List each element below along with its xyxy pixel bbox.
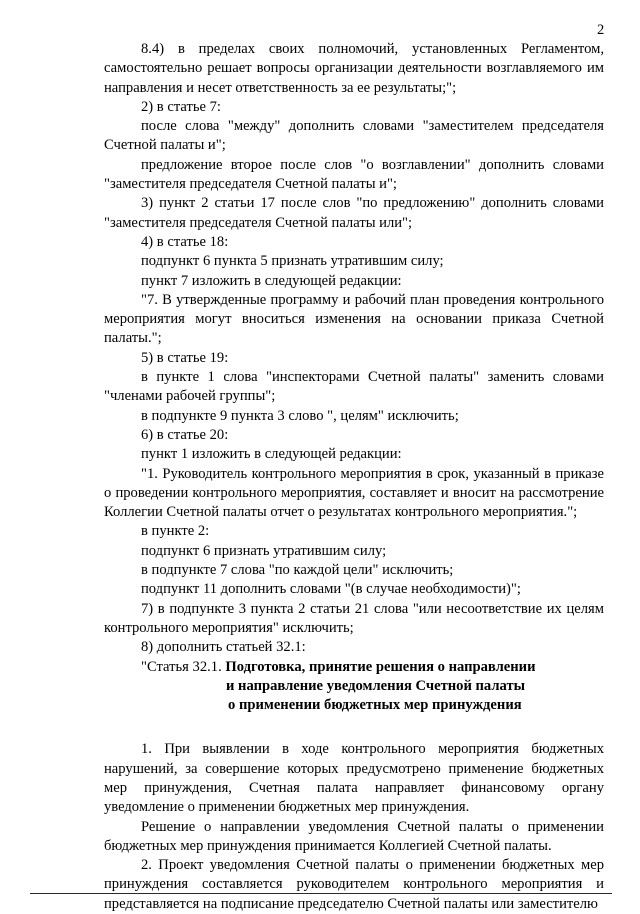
- article-32-1-heading: [104, 658, 604, 677]
- paragraph-article-18-sub-6: подпункт 6 пункта 5 признать утратившим силу;: [141, 253, 444, 270]
- paragraph-article-19-item-1: в пункте 1 слова "инспекторами Счетной палаты" заменить словами "членами рабочей группы";: [104, 369, 604, 405]
- paragraph-article-20-sub-11: подпункт 11 дополнить словами "(в случае необходимости)";: [141, 581, 521, 598]
- paragraph-article-20-item-2: в пункте 2:: [141, 523, 210, 540]
- article-32-1-prefix: "Статья 32.1.: [141, 658, 226, 675]
- paragraph-article-7-amend-2: предложение второе после слов "о возглавлении" дополнить словами "заместителя председателя Счетной палаты и";: [104, 156, 604, 193]
- page-number: 2: [597, 22, 605, 38]
- article-32-1-paragraph-decision: Решение о направлении уведомления Счетной палаты о применении бюджетных мер принуждения принимается Коллегией Счетной палаты.: [104, 818, 604, 854]
- paragraph-article-21: 7) в подпункте 3 пункта 2 статьи 21 слова "или несоответствие их целям контрольного мероприятия" исключить;: [104, 600, 604, 636]
- section-gap: [104, 715, 604, 740]
- paragraph-article-20-sub-7: в подпункте 7 слова "по каждой цели" исключить;: [141, 562, 454, 579]
- paragraph-article-17: 3) пункт 2 статьи 17 после слов "по предложению" дополнить словами "заместителя председателя Счетной палаты или";: [104, 195, 604, 231]
- paragraph-article-20-item-1: пункт 1 изложить в следующей редакции:: [141, 446, 402, 463]
- paragraph-article-18-item-7: пункт 7 изложить в следующей редакции:: [141, 272, 402, 289]
- paragraph-article-7: 2) в статье 7:: [141, 98, 221, 115]
- paragraph-8-4: 8.4) в пределах своих полномочий, установленных Регламентом, самостоятельно решает вопросы организации деятельности возглавляемого им направления и несет ответственность за ее результаты;";: [104, 41, 604, 96]
- article-32-1-title-line-3: о применении бюджетных мер принуждения: [228, 697, 522, 714]
- document-body: [104, 40, 604, 914]
- paragraph-article-18-item-7-text: "7. В утвержденные программу и рабочий план проведения контрольного мероприятия могут вноситься изменения на основании приказа Счетной палаты.";: [104, 291, 604, 347]
- article-32-1-paragraph-1: 1. При выявлении в ходе контрольного мероприятия бюджетных нарушений, за совершение которых предусмотрено применение бюджетных мер принуждения, Счетная палата направляет финансовому органу уведомление о применении бюджетных мер принуждения.: [104, 741, 604, 816]
- paragraph-article-20-sub-6: подпункт 6 признать утратившим силу;: [141, 542, 387, 559]
- article-32-1-paragraph-2: 2. Проект уведомления Счетной палаты о применении бюджетных мер принуждения составляется руководителем контрольного мероприятия и представляется на подписание председателю Счетной палаты или заместителю: [104, 857, 604, 912]
- paragraph-article-18: 4) в статье 18:: [141, 233, 229, 250]
- paragraph-article-19-sub-9: в подпункте 9 пункта 3 слово ", целям" исключить;: [141, 407, 459, 424]
- paragraph-article-20: 6) в статье 20:: [141, 426, 229, 443]
- paragraph-add-article-32-1: 8) дополнить статьей 32.1:: [141, 639, 306, 656]
- paragraph-article-19: 5) в статье 19:: [141, 349, 229, 366]
- article-32-1-title-line-1: Подготовка, принятие решения о направлении: [225, 658, 536, 675]
- paragraph-article-20-item-1-text: "1. Руководитель контрольного мероприятия в срок, указанный в приказе о проведении контрольного мероприятия, составляет и вносит на рассмотрение Коллегии Счетной палаты отчет о результатах контрольного мероприятия.";: [104, 465, 604, 521]
- footer-divider: [30, 893, 612, 894]
- article-32-1-title-line-2: и направление уведомления Счетной палаты: [226, 677, 526, 694]
- paragraph-article-7-amend-1: после слова "между" дополнить словами "заместителем председателя Счетной палаты и";: [104, 118, 604, 154]
